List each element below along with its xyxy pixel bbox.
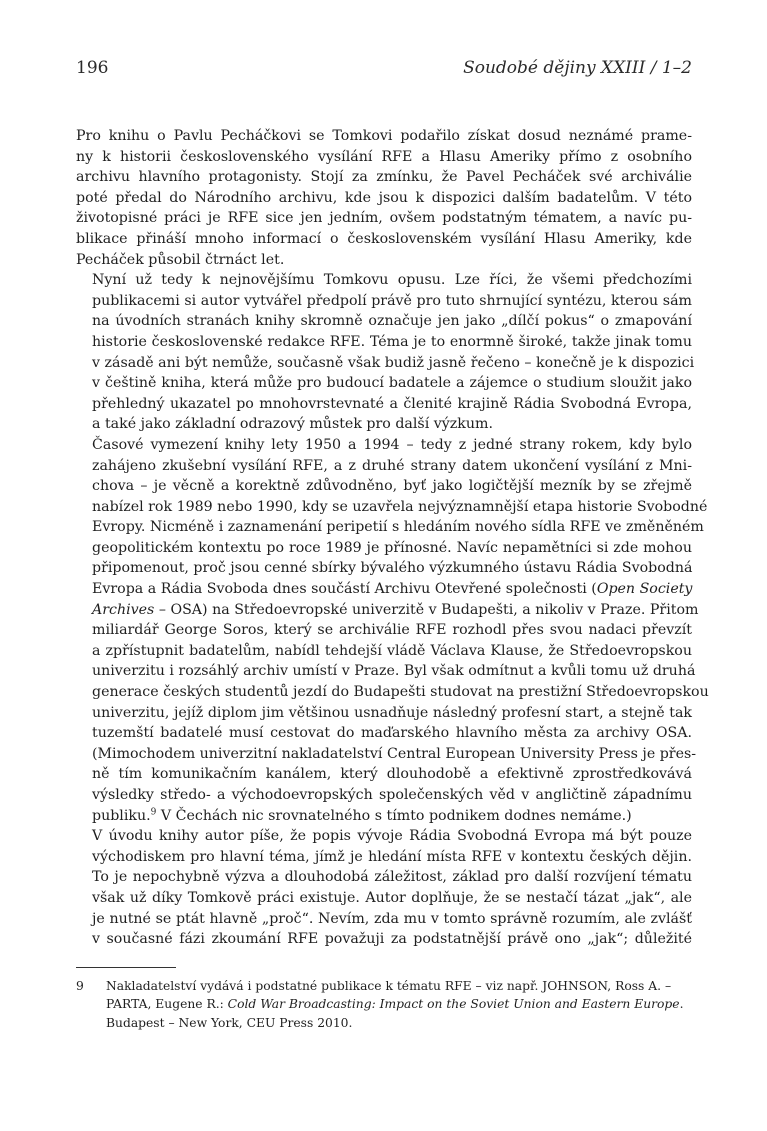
text-line: přehledný ukazatel po mnohovrstevnaté a členité krajině Rádia Svobodná Evropa, [92, 395, 692, 412]
text-line: archivu hlavního protagonisty. Stojí za zmínku, že Pavel Pecháček své archiválie [76, 169, 692, 186]
text-line: Pro knihu o Pavlu Pecháčkovi se Tomkovi podařilo získat dosud neznámé prame- [76, 128, 692, 144]
text-line: je nutné se ptát hlavně „proč“. Nevím, zda mu v tomto správně rozumím, ale zvlášť [92, 910, 692, 927]
footnote-text [106, 977, 692, 1032]
paragraph [76, 826, 692, 950]
text-line: chova – je věcně a korektně zdůvodněno, byť jako logičtější mezník by se zřejmě [92, 478, 692, 495]
text-line: na úvodních stranách knihy skromně označuje jen jako „dílčí pokus“ o zmapování [92, 313, 692, 330]
text-line: Evropy. Nicméně i zaznamenání peripetií s hledáním nového sídla RFE ve změněném [92, 519, 704, 536]
text-line: Archives – OSA) na Středoevropské univerzitě v Budapešti, a nikoliv v Praze. Přitom [92, 601, 699, 618]
text-line: geopolitickém kontextu po roce 1989 je přínosné. Navíc nepamětníci si zde mohou [92, 539, 692, 556]
text-line: připomenout, proč jsou cenné sbírky bývalého výzkumného ústavu Rádia Svobodná [92, 560, 693, 577]
paragraph [76, 270, 695, 435]
text-line: a zpřístupnit badatelům, nabídl tehdejší vládě Václava Klause, že Středoevropskou [92, 642, 692, 659]
text-line: Evropa a Rádia Svoboda dnes součástí Archivu Otevřené společnosti (Open Society [92, 581, 693, 598]
text-line: univerzitu, jejíž diplom jim většinou usnadňuje následný profesní start, a stejně tak [92, 704, 692, 721]
text-line: v češtině kniha, která může pro budoucí badatele a zájemce o studium sloužit jako [92, 375, 692, 392]
text-line: Nyní už tedy k nejnovějšímu Tomkovu opusu. Lze říci, že všemi předchozími [92, 272, 692, 289]
text-line: generace českých studentů jezdí do Budapešti studovat na prestižní Středoevropskou [92, 684, 709, 701]
text-line: ně tím komunikačním kanálem, který dlouhodobě a efektivně zprostředkovává [92, 766, 692, 783]
text-line: nabízel rok 1989 nebo 1990, kdy se uzavřela nejvýznamnější etapa historie Svobodné [92, 498, 708, 515]
text-line: a také jako základní odrazový můstek pro další výzkum. [92, 416, 493, 433]
text-line: ny k historii československého vysílání RFE a Hlasu Ameriky přímo z osobního [76, 148, 692, 165]
text-line: tuzemští badatelé musí cestovat do maďarského hlavního města za archivy OSA. [92, 725, 692, 742]
text-line: V úvodu knihy autor píše, že popis vývoje Rádia Svobodná Evropa má být pouze [92, 828, 692, 845]
text-line: však už díky Tomkově práci existuje. Autor doplňuje, že se nestačí tázat „jak“, ale [92, 889, 692, 906]
text-line: v současné fázi zkoumání RFE považuji za podstatnější právě ono „jak“; důležité [92, 931, 692, 948]
text-line: blikace přináší mnoho informací o československém vysílání Hlasu Ameriky, kde [76, 230, 692, 247]
text-line: v zásadě ani být nemůže, současně však budiž jasně řečeno – konečně je k dispozici [92, 354, 695, 371]
text-line: (Mimochodem univerzitní nakladatelství Central European University Press je přes- [92, 745, 697, 762]
footnote-number: 9 [76, 979, 84, 993]
footnote [76, 977, 692, 1032]
text-line: historie československé redakce RFE. Téma je to enormně široké, takže jinak tomu [92, 333, 692, 350]
text-line: univerzitu i rozsáhlý archiv umístí v Praze. Byl však odmítnut a kvůli tomu už druhá [92, 663, 696, 680]
text-line: publiku.$^9$ V Čechách nic srovnatelného s tímto podnikem dodnes nemáme.) [92, 806, 632, 824]
text-line: Pecháček působil čtrnáct let. [76, 251, 285, 268]
body-text [76, 126, 709, 950]
text-line: poté předal do Národního archivu, kde jsou k dispozici dalším badatelům. V této [76, 189, 692, 206]
paragraph [76, 126, 692, 270]
text-line: zahájeno zkušební vysílání RFE, a z druhé strany datem ukončení vysílání z Mni- [92, 457, 692, 474]
text-line: východiskem pro hlavní téma, jímž je hledání místa RFE v kontextu českých dějin. [92, 848, 692, 865]
footnote-line: Nakladatelství vydává i podstatné publikace k tématu RFE – viz např. JOHNSON, Ross A. – [106, 979, 672, 993]
text-line: miliardář George Soros, který se archiválie RFE rozhodl přes svou nadaci převzít [92, 622, 692, 639]
text-line: výsledky středo- a východoevropských společenských věd v angličtině západnímu [92, 787, 692, 803]
text-line: Časové vymezení knihy lety 1950 a 1994 – tedy z jedné strany rokem, kdy bylo [92, 436, 692, 453]
running-title: Soudobé dějiny XXIII / 1–2 [463, 58, 692, 78]
footnote-divider [76, 967, 176, 968]
text-line: publikacemi si autor vytvářel předpolí právě pro tuto shrnující syntézu, kterou sám [92, 292, 692, 309]
page-header [76, 58, 692, 88]
footnote-line: PARTA, Eugene R.: Cold War Broadcasting: Impact on the Soviet Union and Eastern Europe. [106, 997, 684, 1012]
text-line: životopisné práci je RFE sice jen jedním, ovšem podstatným tématem, a navíc pu- [76, 210, 692, 227]
footnote-line: Budapest – New York, CEU Press 2010. [106, 1015, 353, 1030]
footnote-reference: 9 [150, 806, 157, 817]
page-number: 196 [76, 58, 109, 78]
paragraph [76, 435, 709, 826]
text-line: To je nepochybně výzva a dlouhodobá záležitost, základ pro další rozvíjení tématu [92, 869, 692, 886]
